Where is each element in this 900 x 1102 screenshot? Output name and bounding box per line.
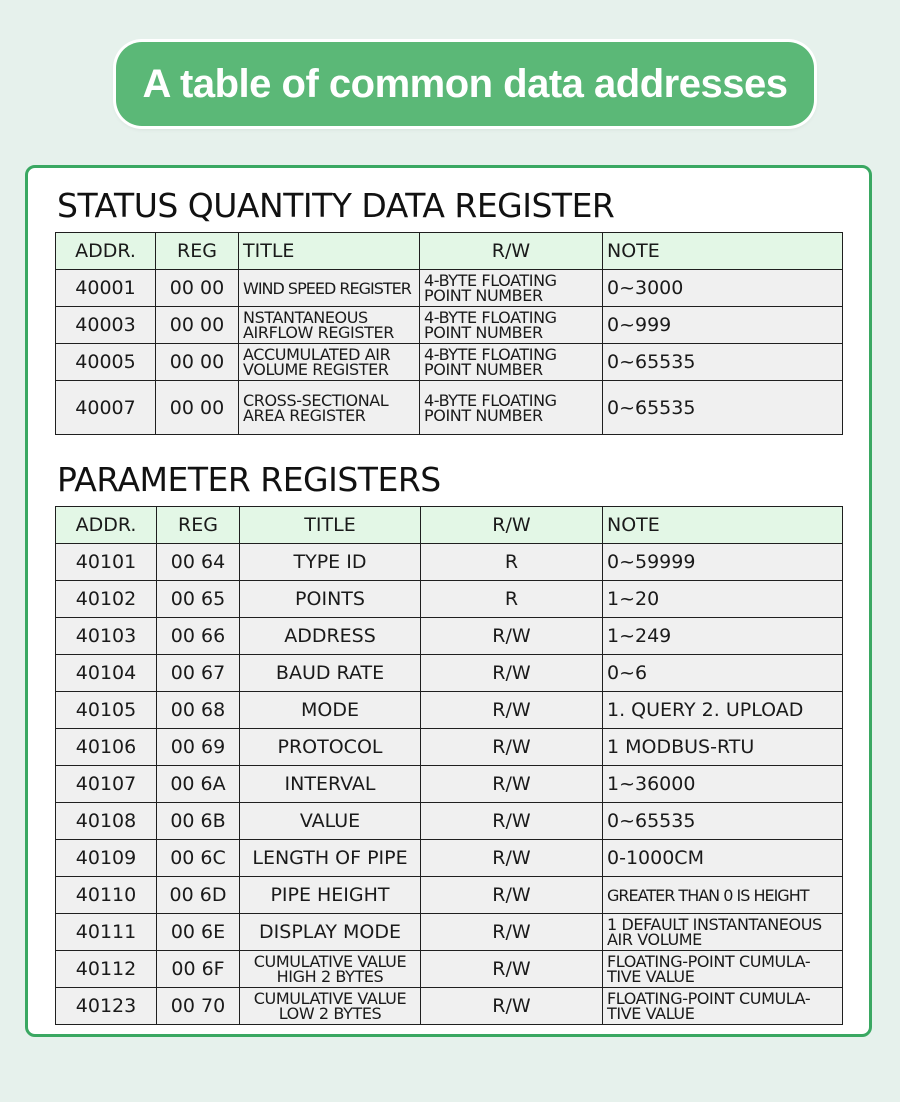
table-row [56, 344, 843, 381]
reg-cell: 00 68 [157, 692, 240, 729]
column-header-reg: REG [157, 507, 240, 544]
title-cell: TYPE ID [240, 544, 421, 581]
column-header-title: TITLE [240, 507, 421, 544]
table-row [56, 581, 843, 618]
note-cell: 1~20 [603, 581, 843, 618]
table-row [56, 803, 843, 840]
addr-cell: 40007 [56, 381, 156, 435]
addr-cell: 40103 [56, 618, 157, 655]
title-cell: BAUD RATE [240, 655, 421, 692]
reg-cell: 00 00 [156, 270, 239, 307]
rw-cell: R/W [421, 655, 603, 692]
addr-cell: 40108 [56, 803, 157, 840]
table-row [56, 270, 843, 307]
rw-cell: R/W [421, 692, 603, 729]
reg-cell: 00 6A [157, 766, 240, 803]
note-cell: FLOATING-POINT CUMULA-TIVE VALUE [603, 951, 843, 988]
addr-cell: 40104 [56, 655, 157, 692]
addr-cell: 40106 [56, 729, 157, 766]
parameter-register-table [55, 506, 843, 1025]
addr-cell: 40107 [56, 766, 157, 803]
column-header-note: NOTE [603, 507, 843, 544]
note-cell: GREATER THAN 0 IS HEIGHT [603, 877, 843, 914]
reg-cell: 00 70 [157, 988, 240, 1025]
title-cell: ACCUMULATED AIR VOLUME REGISTER [239, 344, 420, 381]
title-cell: VALUE [240, 803, 421, 840]
title-cell: ADDRESS [240, 618, 421, 655]
reg-cell: 00 64 [157, 544, 240, 581]
title-cell: CROSS-SECTIONAL AREA REGISTER [239, 381, 420, 435]
content-card [25, 165, 872, 1037]
column-header-title: TITLE [239, 233, 420, 270]
rw-cell: 4-BYTE FLOATING POINT NUMBER [420, 270, 603, 307]
table-row [56, 766, 843, 803]
rw-cell: R/W [421, 803, 603, 840]
title-cell: WIND SPEED REGISTER [239, 270, 420, 307]
addr-cell: 40102 [56, 581, 157, 618]
title-cell: LENGTH OF PIPE [240, 840, 421, 877]
title-cell: PROTOCOL [240, 729, 421, 766]
table-row [56, 914, 843, 951]
parameter-section-title: PARAMETER REGISTERS [57, 460, 441, 499]
rw-cell: R [421, 581, 603, 618]
reg-cell: 00 6E [157, 914, 240, 951]
reg-cell: 00 00 [156, 381, 239, 435]
addr-cell: 40001 [56, 270, 156, 307]
table-row [56, 381, 843, 435]
note-cell: 0~3000 [603, 270, 843, 307]
status-section-title: STATUS QUANTITY DATA REGISTER [57, 186, 615, 225]
reg-cell: 00 00 [156, 307, 239, 344]
rw-cell: R/W [421, 618, 603, 655]
column-header-reg: REG [156, 233, 239, 270]
addr-cell: 40105 [56, 692, 157, 729]
table-row [56, 618, 843, 655]
page-title: A table of common data addresses [142, 61, 788, 106]
column-header-addr: ADDR. [56, 507, 157, 544]
rw-cell: R/W [421, 951, 603, 988]
table-row [56, 655, 843, 692]
table-row [56, 840, 843, 877]
table-row [56, 307, 843, 344]
rw-cell: 4-BYTE FLOATING POINT NUMBER [420, 307, 603, 344]
reg-cell: 00 6F [157, 951, 240, 988]
note-cell: 0~65535 [603, 344, 843, 381]
note-cell: 1 MODBUS-RTU [603, 729, 843, 766]
column-header-rw: R/W [421, 507, 603, 544]
title-cell: CUMULATIVE VALUE LOW 2 BYTES [240, 988, 421, 1025]
note-cell: 1~36000 [603, 766, 843, 803]
rw-cell: R/W [421, 840, 603, 877]
note-cell: 0~65535 [603, 381, 843, 435]
note-cell: 1~249 [603, 618, 843, 655]
addr-cell: 40005 [56, 344, 156, 381]
title-cell: INTERVAL [240, 766, 421, 803]
addr-cell: 40111 [56, 914, 157, 951]
reg-cell: 00 6D [157, 877, 240, 914]
rw-cell: R/W [421, 729, 603, 766]
addr-cell: 40123 [56, 988, 157, 1025]
rw-cell: R [421, 544, 603, 581]
reg-cell: 00 6C [157, 840, 240, 877]
column-header-addr: ADDR. [56, 233, 156, 270]
table-row [56, 544, 843, 581]
title-cell: PIPE HEIGHT [240, 877, 421, 914]
title-cell: NSTANTANEOUS AIRFLOW REGISTER [239, 307, 420, 344]
addr-cell: 40112 [56, 951, 157, 988]
status-register-table [55, 232, 843, 435]
table-row [56, 729, 843, 766]
reg-cell: 00 6B [157, 803, 240, 840]
rw-cell: R/W [421, 914, 603, 951]
rw-cell: 4-BYTE FLOATING POINT NUMBER [420, 381, 603, 435]
table-header-row [56, 233, 843, 270]
table-row [56, 951, 843, 988]
title-cell: POINTS [240, 581, 421, 618]
addr-cell: 40003 [56, 307, 156, 344]
rw-cell: 4-BYTE FLOATING POINT NUMBER [420, 344, 603, 381]
reg-cell: 00 00 [156, 344, 239, 381]
rw-cell: R/W [421, 877, 603, 914]
column-header-note: NOTE [603, 233, 843, 270]
note-cell: 0~999 [603, 307, 843, 344]
note-cell: FLOATING-POINT CUMULA-TIVE VALUE [603, 988, 843, 1025]
rw-cell: R/W [421, 988, 603, 1025]
table-row [56, 877, 843, 914]
addr-cell: 40101 [56, 544, 157, 581]
note-cell: 0-1000CM [603, 840, 843, 877]
title-cell: CUMULATIVE VALUE HIGH 2 BYTES [240, 951, 421, 988]
note-cell: 0~6 [603, 655, 843, 692]
title-cell: DISPLAY MODE [240, 914, 421, 951]
table-row [56, 988, 843, 1025]
reg-cell: 00 69 [157, 729, 240, 766]
table-row [56, 692, 843, 729]
table-header-row [56, 507, 843, 544]
title-cell: MODE [240, 692, 421, 729]
reg-cell: 00 67 [157, 655, 240, 692]
title-banner [116, 42, 814, 126]
addr-cell: 40110 [56, 877, 157, 914]
note-cell: 1. QUERY 2. UPLOAD [603, 692, 843, 729]
reg-cell: 00 65 [157, 581, 240, 618]
addr-cell: 40109 [56, 840, 157, 877]
note-cell: 0~59999 [603, 544, 843, 581]
column-header-rw: R/W [420, 233, 603, 270]
reg-cell: 00 66 [157, 618, 240, 655]
rw-cell: R/W [421, 766, 603, 803]
note-cell: 1 DEFAULT INSTANTANEOUS AIR VOLUME [603, 914, 843, 951]
note-cell: 0~65535 [603, 803, 843, 840]
